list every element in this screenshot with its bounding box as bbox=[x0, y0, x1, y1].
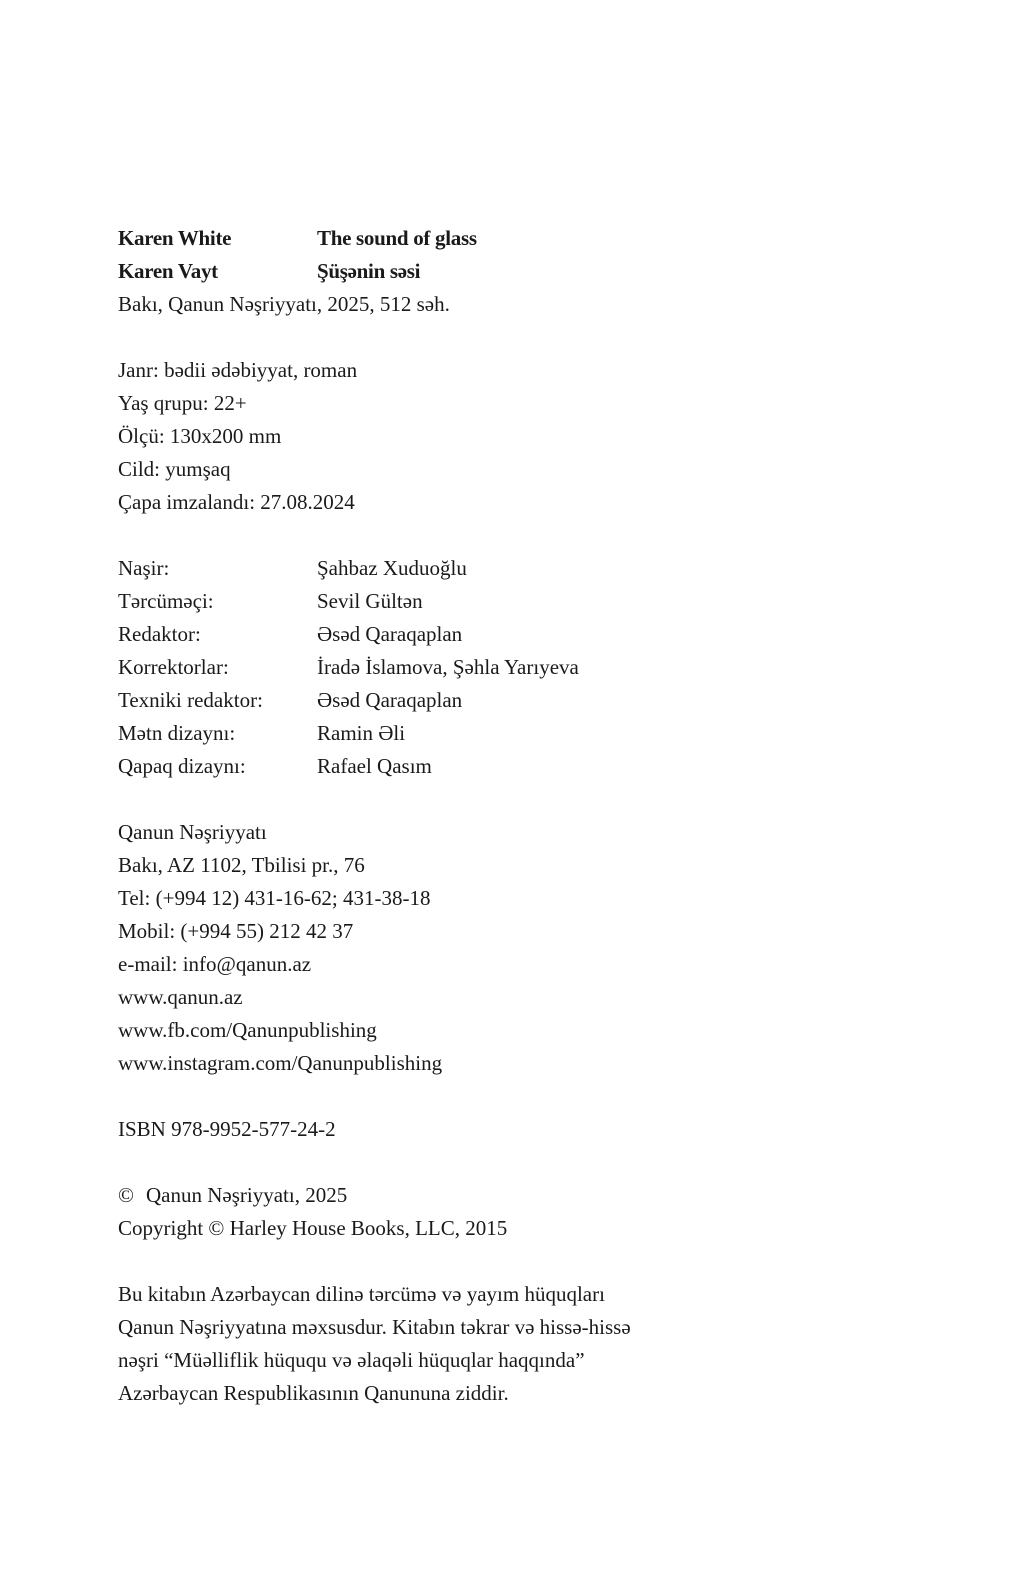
publisher-facebook: www.fb.com/Qanunpublishing bbox=[118, 1018, 377, 1042]
credit-row bbox=[118, 684, 938, 717]
credit-role: Qapaq dizaynı: bbox=[118, 754, 246, 778]
credit-name: İradə İslamova, Şəhla Yarıyeva bbox=[317, 655, 579, 679]
credit-row bbox=[118, 585, 938, 618]
spacer bbox=[118, 1080, 938, 1113]
credit-role: Texniki redaktor: bbox=[118, 688, 263, 712]
credit-row bbox=[118, 750, 938, 783]
credit-row bbox=[118, 618, 938, 651]
credit-row bbox=[118, 717, 938, 750]
spec-print-date: Çapa imzalandı: 27.08.2024 bbox=[118, 490, 355, 514]
author-translated: Karen Vayt bbox=[118, 259, 218, 283]
credits-block bbox=[118, 552, 938, 783]
imprint-page bbox=[118, 222, 938, 1410]
credit-name: Sevil Gültən bbox=[317, 589, 423, 613]
copyright-block bbox=[118, 1179, 938, 1245]
publisher-mobile: Mobil: (+994 55) 212 42 37 bbox=[118, 919, 354, 943]
rights-notice bbox=[118, 1278, 938, 1410]
credit-role: Tərcüməçi: bbox=[118, 589, 214, 613]
publisher-address: Bakı, AZ 1102, Tbilisi pr., 76 bbox=[118, 853, 365, 877]
credit-name: Əsəd Qaraqaplan bbox=[317, 622, 463, 646]
credit-role: Mətn dizaynı: bbox=[118, 721, 236, 745]
copyright-line-1 bbox=[118, 1179, 938, 1212]
credit-role: Naşir: bbox=[118, 556, 170, 580]
spacer bbox=[118, 1245, 938, 1278]
imprint-line: Bakı, Qanun Nəşriyyatı, 2025, 512 səh. bbox=[118, 292, 450, 316]
copyright-symbol: © bbox=[118, 1183, 134, 1207]
credit-name: Ramin Əli bbox=[317, 721, 406, 745]
translated-title-row bbox=[118, 255, 938, 288]
credit-name: Əsəd Qaraqaplan bbox=[317, 688, 463, 712]
spec-size: Ölçü: 130x200 mm bbox=[118, 424, 282, 448]
title-original: The sound of glass bbox=[317, 226, 477, 250]
publisher-name: Qanun Nəşriyyatı bbox=[118, 820, 267, 844]
spec-genre: Janr: bədii ədəbiyyat, roman bbox=[118, 358, 358, 382]
isbn: ISBN 978-9952-577-24-2 bbox=[118, 1117, 336, 1141]
spec-binding: Cild: yumşaq bbox=[118, 457, 231, 481]
copyright-holder: Qanun Nəşriyyatı, 2025 bbox=[146, 1183, 348, 1207]
rights-notice-line: Qanun Nəşriyyatına məxsusdur. Kitabın təkrar və hissə-hissə bbox=[118, 1315, 631, 1339]
rights-notice-line: Azərbaycan Respublikasının Qanununa ziddir. bbox=[118, 1381, 509, 1405]
credit-row bbox=[118, 552, 938, 585]
spec-age-group: Yaş qrupu: 22+ bbox=[118, 391, 247, 415]
spacer bbox=[118, 783, 938, 816]
credit-name: Şahbaz Xuduoğlu bbox=[317, 556, 467, 580]
credit-role: Korrektorlar: bbox=[118, 655, 229, 679]
publisher-email: e-mail: info@qanun.az bbox=[118, 952, 312, 976]
publisher-block bbox=[118, 816, 938, 1080]
publisher-phone: Tel: (+994 12) 431-16-62; 431-38-18 bbox=[118, 886, 431, 910]
publisher-instagram: www.instagram.com/Qanunpublishing bbox=[118, 1051, 443, 1075]
title-translated: Şüşənin səsi bbox=[317, 259, 421, 283]
specs-block bbox=[118, 354, 938, 519]
credit-name: Rafael Qasım bbox=[317, 754, 432, 778]
credit-role: Redaktor: bbox=[118, 622, 201, 646]
publisher-website: www.qanun.az bbox=[118, 985, 243, 1009]
spacer bbox=[118, 321, 938, 354]
spacer bbox=[118, 519, 938, 552]
spacer bbox=[118, 1146, 938, 1179]
author-original: Karen White bbox=[118, 226, 232, 250]
credit-row bbox=[118, 651, 938, 684]
rights-notice-line: nəşri “Müəlliflik hüququ və əlaqəli hüquqlar haqqında” bbox=[118, 1348, 585, 1372]
rights-notice-line: Bu kitabın Azərbaycan dilinə tərcümə və yayım hüquqları bbox=[118, 1282, 605, 1306]
original-title-row bbox=[118, 222, 938, 255]
copyright-line-2: Copyright © Harley House Books, LLC, 2015 bbox=[118, 1216, 508, 1240]
